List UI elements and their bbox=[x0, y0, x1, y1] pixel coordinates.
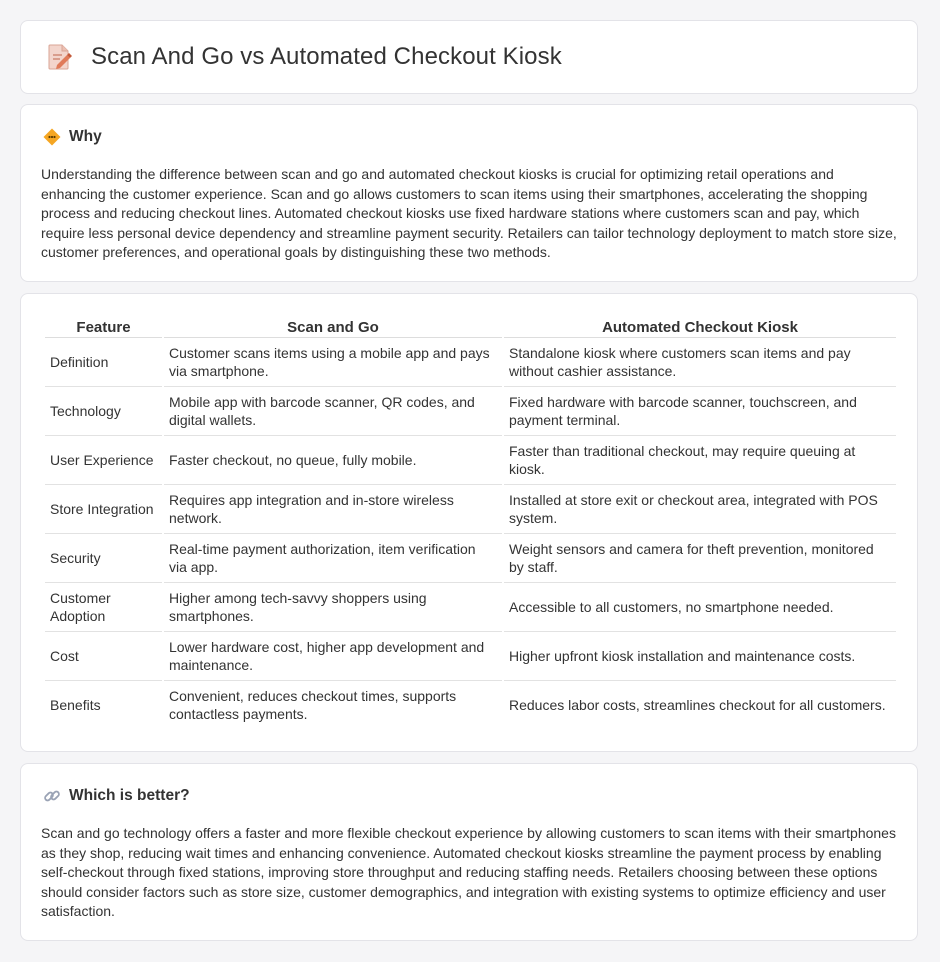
feature-cell: Technology bbox=[45, 387, 162, 436]
table-row bbox=[45, 583, 896, 632]
feature-cell: Security bbox=[45, 534, 162, 583]
scan-and-go-cell: Higher among tech-savvy shoppers using smartphones. bbox=[164, 583, 502, 632]
scan-and-go-cell: Mobile app with barcode scanner, QR codes, and digital wallets. bbox=[164, 387, 502, 436]
feature-cell: Benefits bbox=[50, 697, 101, 713]
table-row bbox=[45, 387, 896, 436]
header-feature: Feature bbox=[45, 317, 162, 338]
why-heading-row bbox=[43, 128, 102, 146]
page-title: Scan And Go vs Automated Checkout Kiosk bbox=[91, 43, 562, 70]
comparison-table bbox=[43, 317, 898, 729]
why-heading: Why bbox=[69, 128, 102, 145]
kiosk-cell: Standalone kiosk where customers scan items and pay without cashier assistance. bbox=[504, 338, 896, 387]
kiosk-cell: Fixed hardware with barcode scanner, touchscreen, and payment terminal. bbox=[504, 387, 896, 436]
title-row bbox=[47, 43, 562, 71]
table-row bbox=[45, 632, 896, 681]
scan-and-go-cell: Lower hardware cost, higher app development and maintenance. bbox=[164, 632, 502, 681]
header-automated-kiosk: Automated Checkout Kiosk bbox=[504, 317, 896, 338]
kiosk-cell: Weight sensors and camera for theft prevention, monitored by staff. bbox=[504, 534, 896, 583]
kiosk-cell: Accessible to all customers, no smartphone needed. bbox=[504, 583, 896, 632]
table-header-row bbox=[45, 317, 896, 338]
comparison-section bbox=[20, 293, 918, 752]
feature-cell: Store Integration bbox=[45, 485, 162, 534]
document-edit-icon bbox=[47, 43, 73, 71]
warning-diamond-icon bbox=[43, 128, 61, 146]
why-section bbox=[20, 104, 918, 282]
feature-cell: Definition bbox=[45, 338, 162, 387]
scan-and-go-cell: Convenient, reduces checkout times, supports contactless payments. bbox=[169, 688, 457, 722]
scan-and-go-cell: Customer scans items using a mobile app and pays via smartphone. bbox=[164, 338, 502, 387]
table-row bbox=[45, 338, 896, 387]
table-row bbox=[45, 681, 896, 729]
kiosk-cell: Higher upfront kiosk installation and maintenance costs. bbox=[504, 632, 896, 681]
table-row bbox=[45, 485, 896, 534]
better-text: Scan and go technology offers a faster and more flexible checkout experience by allowing customers to scan items with their smartphones as they shop, reducing wait times and enhancing convenience. Automated checkout kiosks streamline the payment process by enabling self-checkout through fixed stations, improving store throughput and reducing staffing needs. Retailers choosing between these options should consider factors such as store size, customer demographics, and integration with existing systems to optimize efficiency and user satisfaction. bbox=[41, 825, 896, 920]
kiosk-cell: Installed at store exit or checkout area, integrated with POS system. bbox=[504, 485, 896, 534]
scan-and-go-cell: Faster checkout, no queue, fully mobile. bbox=[164, 436, 502, 485]
title-card bbox=[20, 20, 918, 94]
kiosk-cell: Faster than traditional checkout, may require queuing at kiosk. bbox=[504, 436, 896, 485]
why-text: Understanding the difference between scan and go and automated checkout kiosks is crucial for optimizing retail operations and enhancing the customer experience. Scan and go allows customers to scan items using their smartphones, accelerating the shopping process and reducing checkout lines. Automated checkout kiosks use fixed hardware stations where customers scan and pay, which require less personal device dependency and streamline payment security. Retailers can tailor technology deployment to match store size, customer preferences, and operational goals by distinguishing these two methods. bbox=[41, 166, 897, 261]
link-icon bbox=[43, 787, 61, 805]
better-heading-row bbox=[43, 787, 190, 805]
feature-cell: User Experience bbox=[45, 436, 162, 485]
table-row bbox=[45, 534, 896, 583]
kiosk-cell: Reduces labor costs, streamlines checkout for all customers. bbox=[509, 697, 886, 713]
scan-and-go-cell: Requires app integration and in-store wireless network. bbox=[164, 485, 502, 534]
header-scan-and-go: Scan and Go bbox=[164, 317, 502, 338]
which-is-better-section bbox=[20, 763, 918, 941]
feature-cell: Cost bbox=[45, 632, 162, 681]
table-row bbox=[45, 436, 896, 485]
scan-and-go-cell: Real-time payment authorization, item verification via app. bbox=[164, 534, 502, 583]
feature-cell: Customer Adoption bbox=[45, 583, 162, 632]
better-heading: Which is better? bbox=[69, 787, 190, 804]
